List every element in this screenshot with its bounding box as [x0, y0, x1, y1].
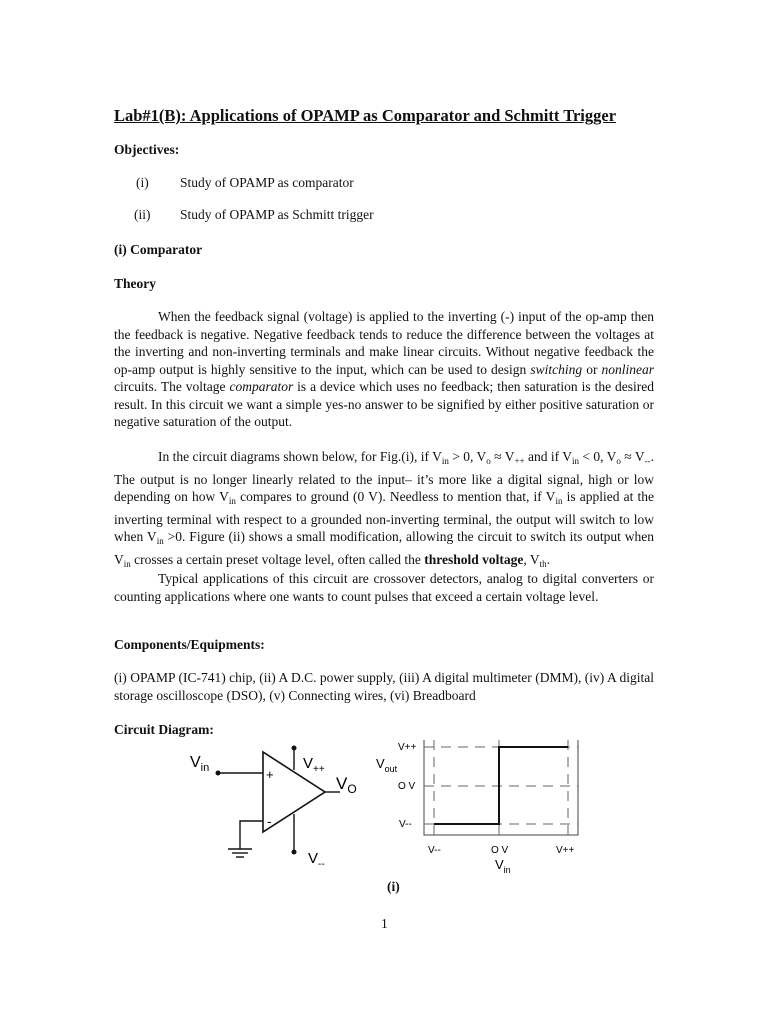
page-number: 1: [381, 916, 388, 931]
vin-terminal: [216, 771, 221, 776]
vpp-terminal: [292, 746, 297, 751]
x-tick-label: V--: [428, 845, 441, 856]
circuit-diagram-heading: Circuit Diagram:: [114, 722, 214, 737]
components-list: (i) OPAMP (IC-741) chip, (ii) A D.C. power supply, (iii) A digital multimeter (DMM), (iv) A digital storage oscilloscope (DSO), (v) Connecting wires, (vi) Breadboard: [114, 670, 654, 703]
y-tick-label: V--: [399, 819, 412, 830]
page-title: Lab#1(B): Applications of OPAMP as Comparator and Schmitt Trigger: [114, 106, 617, 125]
vmm-terminal: [292, 850, 297, 855]
components-heading: Components/Equipments:: [114, 637, 265, 652]
vo-label: $V_O$: [336, 774, 357, 796]
theory-paragraph-1: When the feedback signal (voltage) is applied to the inverting (-) input of the op-amp then the feedback is negative. Negative feedback tends to reduce the difference between the voltages at the inverting and non-inverting terminals and make linear circuits. Without negative feedback the op-amp output is highly sensitive to the input, which can be used to design switching or nonlinear circuits. The voltage comparator is a device which uses no feedback; then saturation is the desired result. In this circuit we want a simple yes-no answer to be signified by either positive saturation or negative saturation of the output.: [114, 309, 655, 429]
objectives-heading: Objectives:: [114, 142, 180, 157]
objective-text: Study of OPAMP as Schmitt trigger: [180, 207, 374, 222]
section-heading-comparator: (i) Comparator: [114, 242, 203, 257]
y-tick-label: V++: [398, 742, 417, 753]
objective-number: (ii): [134, 207, 151, 222]
transfer-characteristic-graph: [372, 732, 592, 877]
theory-paragraph-2: In the circuit diagrams shown below, for Fig.(i), if $V_{in} > 0$, $V_o \approx V_{++}$ and if $V_{in} < 0$, $V_o \approx V_{--}$. The output is no longer linearly related to the input– it’s more like a digital signal, high or low depending on how $V_{in}$ compares to ground (0 V). Needless to mention that, if $V_{in}$ is applied at the inverting terminal with respect to a grounded non-inverting terminal, the output will switch to low when $V_{in} >0$. Figure (ii) shows a small modification, allowing the circuit to switch its output when $V_{in}$ crosses a certain preset voltage level, often called the threshold voltage, $V_{th}$.: [114, 449, 655, 569]
minus-sign: -: [267, 813, 272, 829]
vmm-label: $V_{--}$: [308, 850, 325, 870]
ground-wire: [240, 821, 263, 849]
vout-axis-label: $V_{out}$: [376, 756, 398, 774]
vin-label: $V_{in}$: [190, 754, 210, 774]
vin-axis-label: $V_{in}$: [495, 857, 511, 875]
objective-number: (i): [136, 175, 149, 190]
vpp-label: $V_{++}$: [303, 755, 325, 775]
objective-text: Study of OPAMP as comparator: [180, 175, 354, 190]
theory-paragraph-3: Typical applications of this circuit are crossover detectors, analog to digital converters or counting applications where one wants to count pulses that exceed a certain voltage level.: [114, 571, 654, 604]
comparator-circuit-diagram: [180, 735, 370, 875]
figure-label: (i): [387, 879, 400, 894]
theory-heading: Theory: [114, 276, 156, 291]
plus-sign: +: [266, 767, 274, 782]
y-tick-label: O V: [398, 781, 416, 792]
graph-frame: [424, 740, 578, 835]
x-tick-label: V++: [556, 845, 575, 856]
x-tick-label: O V: [491, 845, 509, 856]
